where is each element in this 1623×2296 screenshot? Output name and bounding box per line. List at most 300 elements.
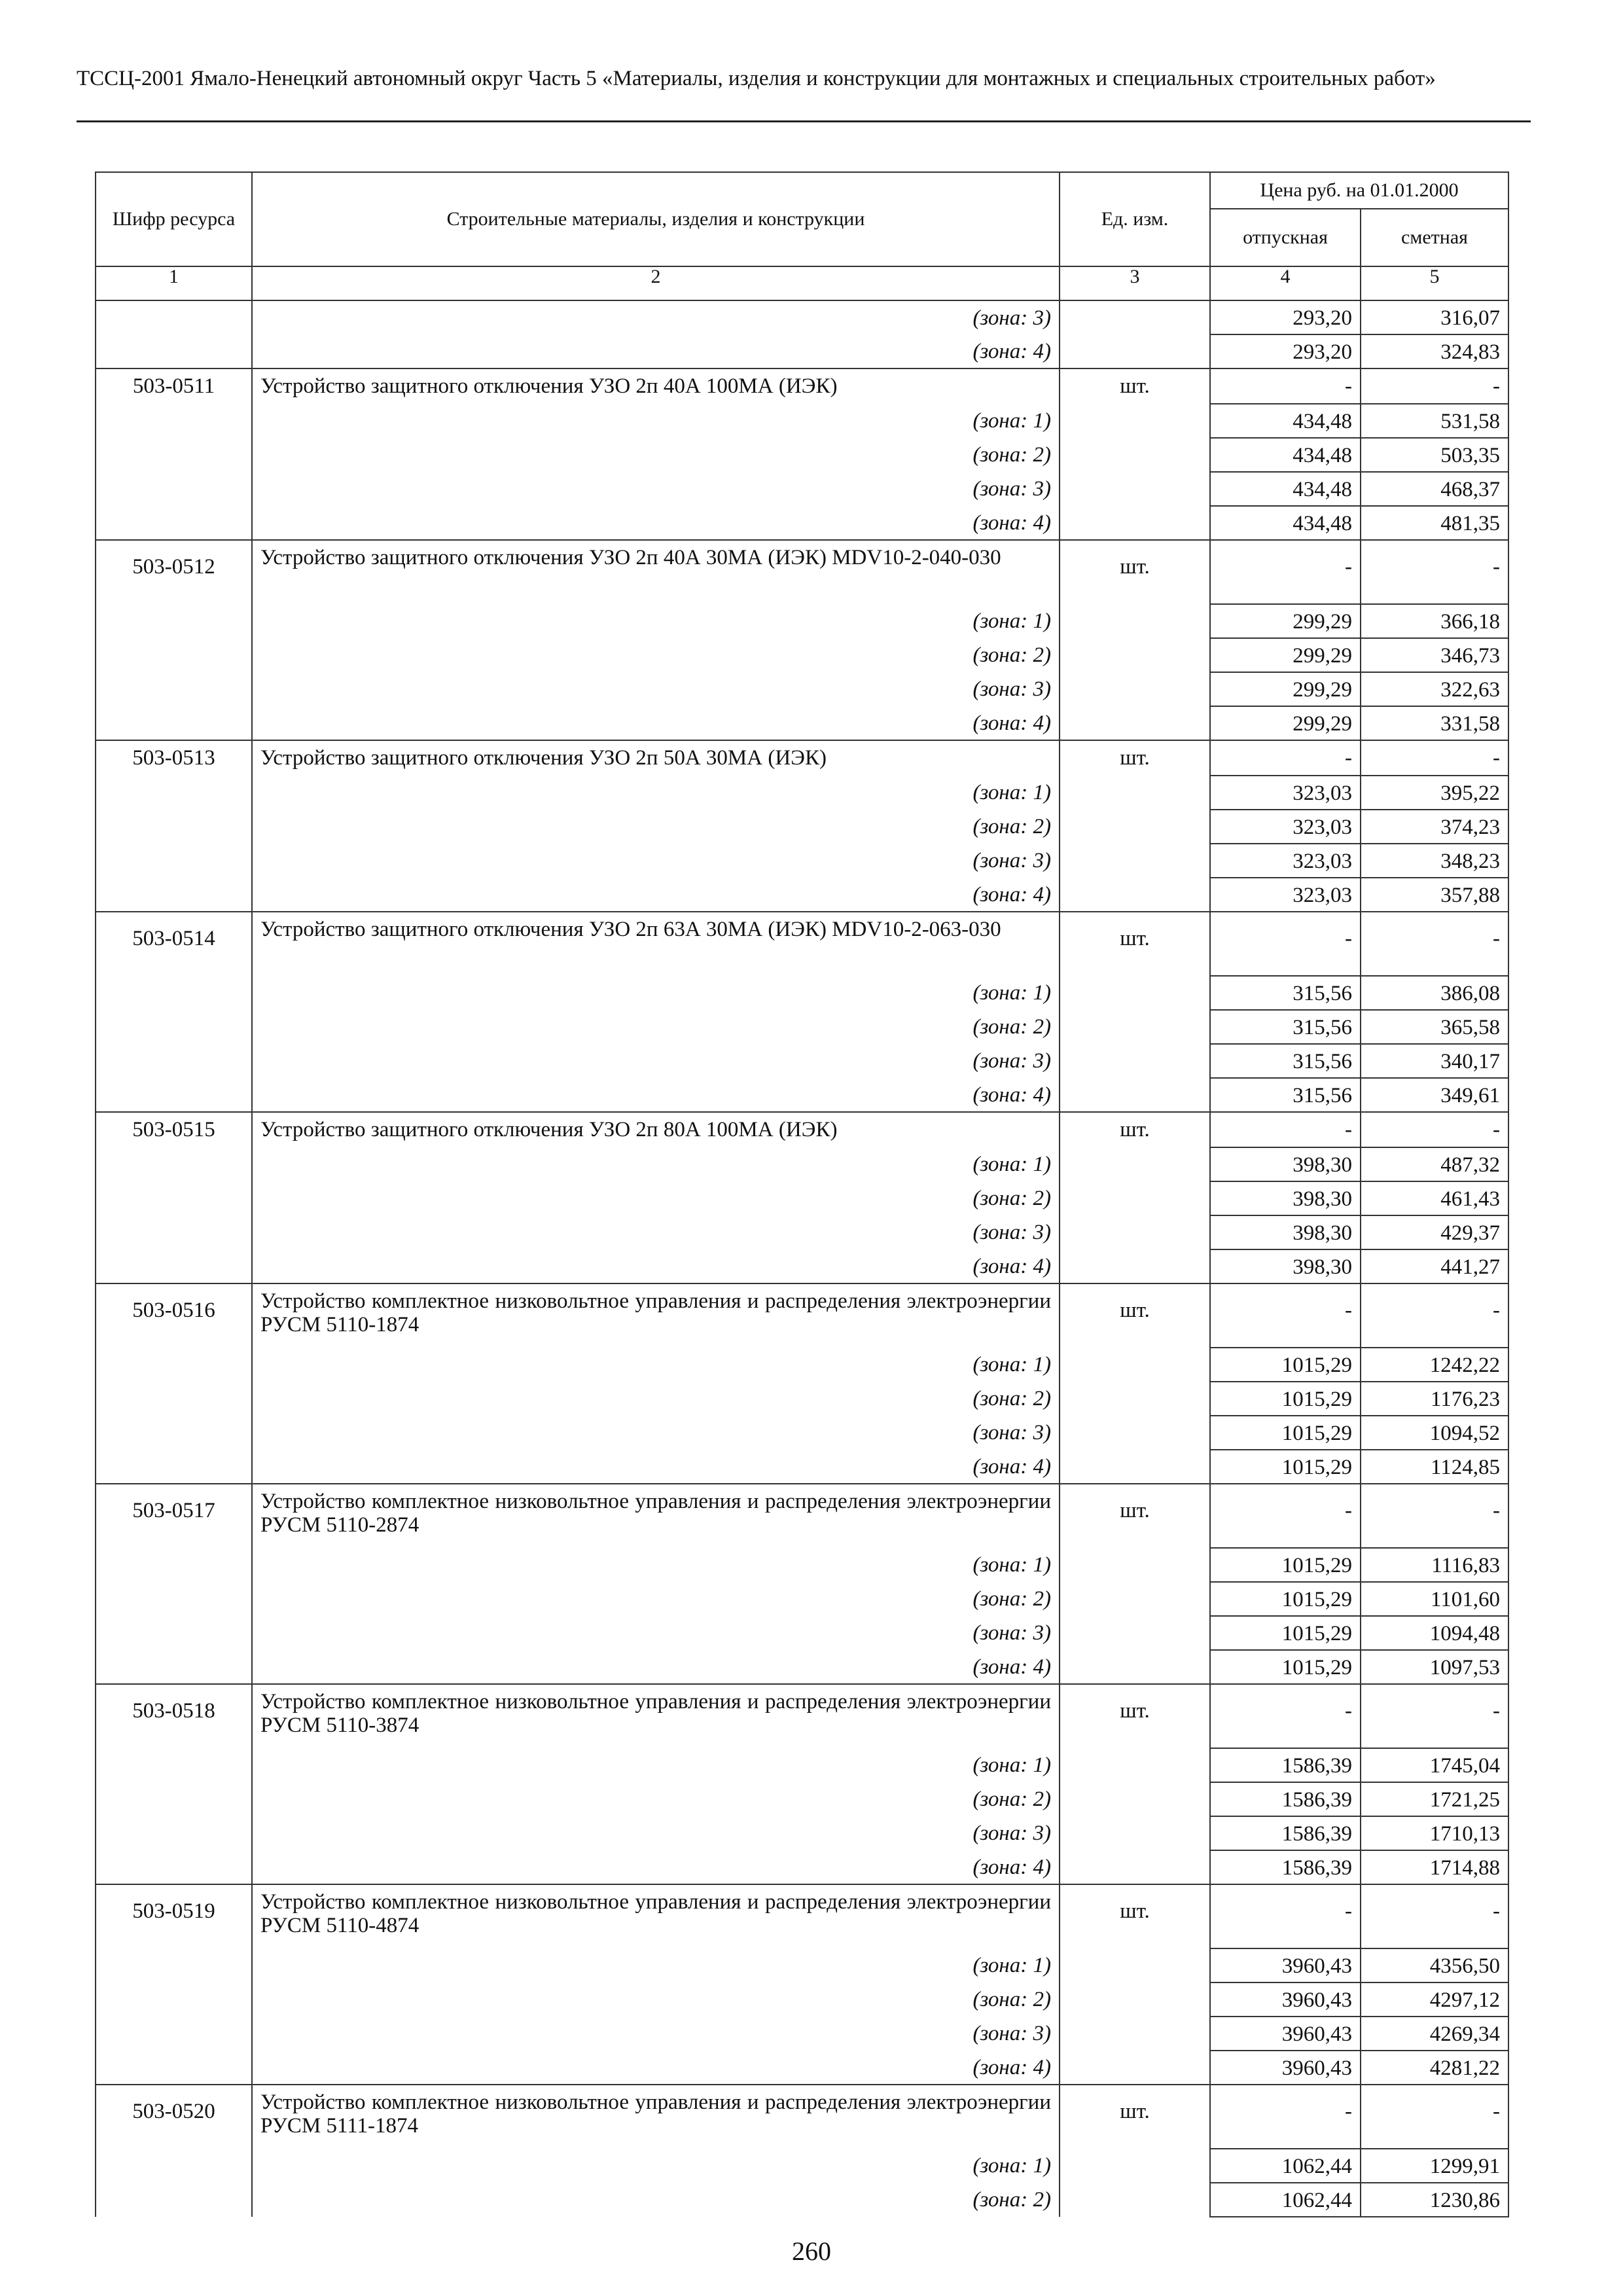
code-cell — [96, 638, 252, 672]
page-number: 260 — [792, 2236, 831, 2266]
release-price: - — [1210, 1283, 1361, 1348]
release-price: 293,20 — [1210, 334, 1361, 368]
zone-row — [96, 2051, 1508, 2085]
estimate-price: 316,07 — [1361, 300, 1508, 334]
code-cell — [96, 1582, 252, 1616]
zone-label: (зона: 2) — [252, 2183, 1060, 2217]
estimate-price: 4356,50 — [1361, 1948, 1508, 1982]
estimate-price: 468,37 — [1361, 472, 1508, 506]
code-cell — [96, 1348, 252, 1382]
estimate-price: 4269,34 — [1361, 2017, 1508, 2051]
resource-unit: шт. — [1060, 1684, 1210, 1748]
zone-label: (зона: 4) — [252, 1650, 1060, 1684]
code-cell — [96, 706, 252, 740]
unit-cell — [1060, 506, 1210, 540]
resource-unit: шт. — [1060, 1112, 1210, 1147]
unit-cell — [1060, 638, 1210, 672]
zone-row — [96, 1147, 1508, 1181]
resource-name: Устройство комплектное низковольтное управления и распределения электроэнергии РУСМ 5110-4874 — [252, 1884, 1060, 1948]
release-price: 398,30 — [1210, 1215, 1361, 1249]
estimate-price: 1710,13 — [1361, 1816, 1508, 1850]
zone-label: (зона: 1) — [252, 1748, 1060, 1782]
resource-row — [96, 2085, 1508, 2149]
unit-cell — [1060, 1181, 1210, 1215]
unit-cell — [1060, 1650, 1210, 1684]
release-price: 1586,39 — [1210, 1748, 1361, 1782]
zone-label: (зона: 3) — [252, 2017, 1060, 2051]
code-cell — [96, 1382, 252, 1416]
zone-row — [96, 976, 1508, 1010]
zone-label: (зона: 1) — [252, 404, 1060, 438]
code-cell — [96, 672, 252, 706]
zone-label: (зона: 4) — [252, 334, 1060, 368]
zone-label: (зона: 3) — [252, 1215, 1060, 1249]
release-price: 1586,39 — [1210, 1816, 1361, 1850]
release-price: 398,30 — [1210, 1249, 1361, 1283]
estimate-price: 1230,86 — [1361, 2183, 1508, 2217]
resource-unit: шт. — [1060, 2085, 1210, 2149]
resource-code: 503-0520 — [96, 2085, 252, 2149]
unit-cell — [1060, 1215, 1210, 1249]
estimate-price: - — [1361, 2085, 1508, 2149]
zone-row — [96, 1748, 1508, 1782]
unit-cell — [1060, 776, 1210, 810]
resource-code: 503-0518 — [96, 1684, 252, 1748]
resource-row — [96, 1283, 1508, 1348]
release-price: 1015,29 — [1210, 1650, 1361, 1684]
release-price: - — [1210, 912, 1361, 976]
code-cell — [96, 1816, 252, 1850]
resource-row — [96, 1484, 1508, 1548]
estimate-price: 349,61 — [1361, 1078, 1508, 1112]
zone-label: (зона: 2) — [252, 810, 1060, 844]
zone-row — [96, 1215, 1508, 1249]
estimate-price: 1242,22 — [1361, 1348, 1508, 1382]
release-price: - — [1210, 2085, 1361, 2149]
release-price: - — [1210, 1684, 1361, 1748]
unit-cell — [1060, 810, 1210, 844]
zone-row — [96, 1249, 1508, 1283]
code-cell — [96, 1416, 252, 1450]
zone-row — [96, 1582, 1508, 1616]
estimate-price: 531,58 — [1361, 404, 1508, 438]
estimate-price: 348,23 — [1361, 844, 1508, 878]
estimate-price: 366,18 — [1361, 604, 1508, 638]
code-cell — [96, 2183, 252, 2217]
code-cell — [96, 776, 252, 810]
zone-label: (зона: 1) — [252, 604, 1060, 638]
estimate-price: 429,37 — [1361, 1215, 1508, 1249]
zone-row — [96, 1782, 1508, 1816]
release-price: 3960,43 — [1210, 2051, 1361, 2085]
release-price: 323,03 — [1210, 844, 1361, 878]
zone-row — [96, 300, 1508, 334]
zone-row — [96, 706, 1508, 740]
estimate-price: 1176,23 — [1361, 1382, 1508, 1416]
release-price: - — [1210, 540, 1361, 604]
unit-cell — [1060, 2051, 1210, 2085]
zone-label: (зона: 1) — [252, 1147, 1060, 1181]
release-price: 315,56 — [1210, 1044, 1361, 1078]
release-price: 398,30 — [1210, 1181, 1361, 1215]
code-cell — [96, 300, 252, 334]
zone-row — [96, 2017, 1508, 2051]
resource-code: 503-0515 — [96, 1112, 252, 1147]
code-cell — [96, 1650, 252, 1684]
zone-label: (зона: 3) — [252, 1416, 1060, 1450]
zone-label: (зона: 4) — [252, 1450, 1060, 1484]
column-header-unit: Ед. изм. — [1060, 172, 1210, 266]
release-price: 434,48 — [1210, 472, 1361, 506]
code-cell — [96, 976, 252, 1010]
code-cell — [96, 1181, 252, 1215]
estimate-price: - — [1361, 1684, 1508, 1748]
zone-label: (зона: 3) — [252, 1816, 1060, 1850]
column-number: 5 — [1361, 266, 1508, 300]
zone-row — [96, 1010, 1508, 1044]
release-price: 293,20 — [1210, 300, 1361, 334]
resource-code: 503-0516 — [96, 1283, 252, 1348]
code-cell — [96, 1616, 252, 1650]
column-number: 2 — [252, 266, 1060, 300]
estimate-price: 1714,88 — [1361, 1850, 1508, 1884]
zone-label: (зона: 4) — [252, 1078, 1060, 1112]
unit-cell — [1060, 1147, 1210, 1181]
estimate-price: 1097,53 — [1361, 1650, 1508, 1684]
zone-label: (зона: 4) — [252, 506, 1060, 540]
estimate-price: 324,83 — [1361, 334, 1508, 368]
zone-label: (зона: 1) — [252, 776, 1060, 810]
estimate-price: 322,63 — [1361, 672, 1508, 706]
zone-label: (зона: 3) — [252, 672, 1060, 706]
release-price: 299,29 — [1210, 638, 1361, 672]
unit-cell — [1060, 672, 1210, 706]
zone-label: (зона: 4) — [252, 878, 1060, 912]
unit-cell — [1060, 1044, 1210, 1078]
unit-cell — [1060, 472, 1210, 506]
estimate-price: 1721,25 — [1361, 1782, 1508, 1816]
resource-code: 503-0511 — [96, 368, 252, 404]
estimate-price: - — [1361, 1884, 1508, 1948]
code-cell — [96, 1215, 252, 1249]
release-price: 315,56 — [1210, 976, 1361, 1010]
column-header-release-price: отпускная — [1210, 209, 1361, 266]
estimate-price: 374,23 — [1361, 810, 1508, 844]
code-cell — [96, 1948, 252, 1982]
zone-row — [96, 1416, 1508, 1450]
zone-row — [96, 438, 1508, 472]
release-price: 434,48 — [1210, 506, 1361, 540]
code-cell — [96, 1078, 252, 1112]
resource-unit: шт. — [1060, 912, 1210, 976]
estimate-price: 1745,04 — [1361, 1748, 1508, 1782]
zone-row — [96, 604, 1508, 638]
code-cell — [96, 506, 252, 540]
estimate-price: - — [1361, 740, 1508, 776]
zone-row — [96, 1650, 1508, 1684]
unit-cell — [1060, 2183, 1210, 2217]
zone-label: (зона: 1) — [252, 1948, 1060, 1982]
document-header: ТССЦ-2001 Ямало-Ненецкий автономный округ Часть 5 «Материалы, изделия и конструкции для монтажных и специальных строительных работ» — [77, 67, 1436, 90]
zone-label: (зона: 3) — [252, 472, 1060, 506]
unit-cell — [1060, 844, 1210, 878]
resource-row — [96, 1884, 1508, 1948]
estimate-price: 461,43 — [1361, 1181, 1508, 1215]
resource-name: Устройство защитного отключения УЗО 2п 50А 30МА (ИЭК) — [252, 740, 1060, 776]
column-header-name: Строительные материалы, изделия и конструкции — [252, 172, 1060, 266]
release-price: 299,29 — [1210, 672, 1361, 706]
resource-unit: шт. — [1060, 1884, 1210, 1948]
column-number: 1 — [96, 266, 252, 300]
unit-cell — [1060, 404, 1210, 438]
unit-cell — [1060, 2017, 1210, 2051]
zone-row — [96, 1078, 1508, 1112]
unit-cell — [1060, 1948, 1210, 1982]
unit-cell — [1060, 1382, 1210, 1416]
resource-name: Устройство защитного отключения УЗО 2п 63А 30МА (ИЭК) MDV10-2-063-030 — [252, 912, 1060, 976]
zone-label: (зона: 2) — [252, 1982, 1060, 2017]
code-cell — [96, 2051, 252, 2085]
column-header-estimate-price: сметная — [1361, 209, 1508, 266]
estimate-price: 4297,12 — [1361, 1982, 1508, 2017]
estimate-price: - — [1361, 368, 1508, 404]
zone-row — [96, 2183, 1508, 2217]
estimate-price: 386,08 — [1361, 976, 1508, 1010]
zone-row — [96, 878, 1508, 912]
unit-cell — [1060, 438, 1210, 472]
resource-row — [96, 912, 1508, 976]
zone-label: (зона: 3) — [252, 1616, 1060, 1650]
zone-row — [96, 1948, 1508, 1982]
release-price: 315,56 — [1210, 1078, 1361, 1112]
zone-row — [96, 1616, 1508, 1650]
resource-code: 503-0513 — [96, 740, 252, 776]
estimate-price: - — [1361, 1112, 1508, 1147]
code-cell — [96, 438, 252, 472]
estimate-price: 441,27 — [1361, 1249, 1508, 1283]
unit-cell — [1060, 1982, 1210, 2017]
zone-row — [96, 1548, 1508, 1582]
estimate-price: 340,17 — [1361, 1044, 1508, 1078]
unit-cell — [1060, 1548, 1210, 1582]
unit-cell — [1060, 878, 1210, 912]
unit-cell — [1060, 334, 1210, 368]
release-price: - — [1210, 1884, 1361, 1948]
estimate-price: 4281,22 — [1361, 2051, 1508, 2085]
release-price: 1015,29 — [1210, 1382, 1361, 1416]
code-cell — [96, 1748, 252, 1782]
unit-cell — [1060, 1416, 1210, 1450]
estimate-price: 1094,48 — [1361, 1616, 1508, 1650]
zone-row — [96, 1850, 1508, 1884]
zone-label: (зона: 3) — [252, 1044, 1060, 1078]
unit-cell — [1060, 1816, 1210, 1850]
estimate-price: - — [1361, 912, 1508, 976]
estimate-price: 1299,91 — [1361, 2149, 1508, 2183]
price-table-body — [96, 300, 1508, 2217]
code-cell — [96, 1982, 252, 2017]
resource-unit: шт. — [1060, 368, 1210, 404]
estimate-price: 503,35 — [1361, 438, 1508, 472]
release-price: 1015,29 — [1210, 1548, 1361, 1582]
unit-cell — [1060, 1078, 1210, 1112]
column-number: 3 — [1060, 266, 1210, 300]
zone-label: (зона: 3) — [252, 300, 1060, 334]
release-price: 1062,44 — [1210, 2183, 1361, 2217]
zone-row — [96, 334, 1508, 368]
code-cell — [96, 810, 252, 844]
zone-label: (зона: 2) — [252, 1181, 1060, 1215]
release-price: - — [1210, 1484, 1361, 1548]
resource-code: 503-0517 — [96, 1484, 252, 1548]
resource-row — [96, 1684, 1508, 1748]
column-header-price-group: Цена руб. на 01.01.2000 — [1210, 172, 1508, 209]
unit-cell — [1060, 1010, 1210, 1044]
unit-cell — [1060, 1748, 1210, 1782]
zone-label: (зона: 4) — [252, 706, 1060, 740]
zone-row — [96, 844, 1508, 878]
code-cell — [96, 1044, 252, 1078]
code-cell — [96, 472, 252, 506]
release-price: 323,03 — [1210, 810, 1361, 844]
unit-cell — [1060, 1249, 1210, 1283]
release-price: 299,29 — [1210, 604, 1361, 638]
code-cell — [96, 1548, 252, 1582]
zone-label: (зона: 1) — [252, 976, 1060, 1010]
unit-cell — [1060, 2149, 1210, 2183]
unit-cell — [1060, 604, 1210, 638]
column-header-code: Шифр ресурса — [96, 172, 252, 266]
resource-unit: шт. — [1060, 740, 1210, 776]
unit-cell — [1060, 1616, 1210, 1650]
zone-label: (зона: 1) — [252, 1548, 1060, 1582]
release-price: 1586,39 — [1210, 1850, 1361, 1884]
estimate-price: - — [1361, 1283, 1508, 1348]
zone-row — [96, 1382, 1508, 1416]
estimate-price: 346,73 — [1361, 638, 1508, 672]
zone-row — [96, 672, 1508, 706]
release-price: 299,29 — [1210, 706, 1361, 740]
zone-label: (зона: 2) — [252, 1382, 1060, 1416]
unit-cell — [1060, 1348, 1210, 1382]
estimate-price: 357,88 — [1361, 878, 1508, 912]
code-cell — [96, 878, 252, 912]
release-price: 315,56 — [1210, 1010, 1361, 1044]
zone-row — [96, 638, 1508, 672]
zone-row — [96, 776, 1508, 810]
release-price: - — [1210, 740, 1361, 776]
resource-row — [96, 1112, 1508, 1147]
resource-code: 503-0519 — [96, 1884, 252, 1948]
resource-code: 503-0512 — [96, 540, 252, 604]
zone-label: (зона: 4) — [252, 1850, 1060, 1884]
zone-label: (зона: 2) — [252, 1010, 1060, 1044]
estimate-price: 365,58 — [1361, 1010, 1508, 1044]
zone-row — [96, 1181, 1508, 1215]
zone-row — [96, 810, 1508, 844]
estimate-price: 1124,85 — [1361, 1450, 1508, 1484]
resource-row — [96, 540, 1508, 604]
zone-row — [96, 1982, 1508, 2017]
release-price: 1015,29 — [1210, 1582, 1361, 1616]
zone-label: (зона: 2) — [252, 1782, 1060, 1816]
release-price: 398,30 — [1210, 1147, 1361, 1181]
zone-row — [96, 1044, 1508, 1078]
resource-name: Устройство комплектное низковольтное управления и распределения электроэнергии РУСМ 5110-2874 — [252, 1484, 1060, 1548]
estimate-price: 395,22 — [1361, 776, 1508, 810]
resource-unit: шт. — [1060, 1484, 1210, 1548]
code-cell — [96, 1450, 252, 1484]
resource-name: Устройство комплектное низковольтное управления и распределения электроэнергии РУСМ 5110-1874 — [252, 1283, 1060, 1348]
estimate-price: - — [1361, 540, 1508, 604]
release-price: 3960,43 — [1210, 1982, 1361, 2017]
code-cell — [96, 2017, 252, 2051]
code-cell — [96, 604, 252, 638]
release-price: - — [1210, 1112, 1361, 1147]
estimate-price: 1116,83 — [1361, 1548, 1508, 1582]
zone-label: (зона: 2) — [252, 438, 1060, 472]
release-price: 3960,43 — [1210, 2017, 1361, 2051]
column-number: 4 — [1210, 266, 1361, 300]
resource-row — [96, 740, 1508, 776]
resource-name: Устройство защитного отключения УЗО 2п 40А 100МА (ИЭК) — [252, 368, 1060, 404]
code-cell — [96, 334, 252, 368]
code-cell — [96, 1249, 252, 1283]
unit-cell — [1060, 300, 1210, 334]
zone-label: (зона: 1) — [252, 1348, 1060, 1382]
release-price: 1015,29 — [1210, 1348, 1361, 1382]
zone-row — [96, 472, 1508, 506]
zone-row — [96, 404, 1508, 438]
zone-label: (зона: 2) — [252, 638, 1060, 672]
unit-cell — [1060, 706, 1210, 740]
estimate-price: 487,32 — [1361, 1147, 1508, 1181]
release-price: 1062,44 — [1210, 2149, 1361, 2183]
resource-row — [96, 368, 1508, 404]
estimate-price: 1094,52 — [1361, 1416, 1508, 1450]
zone-label: (зона: 4) — [252, 1249, 1060, 1283]
code-cell — [96, 1147, 252, 1181]
unit-cell — [1060, 1850, 1210, 1884]
release-price: - — [1210, 368, 1361, 404]
resource-name: Устройство защитного отключения УЗО 2п 40А 30МА (ИЭК) MDV10-2-040-030 — [252, 540, 1060, 604]
release-price: 1015,29 — [1210, 1450, 1361, 1484]
estimate-price: - — [1361, 1484, 1508, 1548]
release-price: 3960,43 — [1210, 1948, 1361, 1982]
unit-cell — [1060, 1450, 1210, 1484]
code-cell — [96, 1010, 252, 1044]
unit-cell — [1060, 1782, 1210, 1816]
release-price: 323,03 — [1210, 878, 1361, 912]
estimate-price: 1101,60 — [1361, 1582, 1508, 1616]
zone-label: (зона: 4) — [252, 2051, 1060, 2085]
resource-name: Устройство защитного отключения УЗО 2п 80А 100МА (ИЭК) — [252, 1112, 1060, 1147]
code-cell — [96, 2149, 252, 2183]
resource-code: 503-0514 — [96, 912, 252, 976]
resource-name: Устройство комплектное низковольтное управления и распределения электроэнергии РУСМ 5111-1874 — [252, 2085, 1060, 2149]
release-price: 1586,39 — [1210, 1782, 1361, 1816]
zone-row — [96, 506, 1508, 540]
release-price: 1015,29 — [1210, 1616, 1361, 1650]
estimate-price: 331,58 — [1361, 706, 1508, 740]
zone-label: (зона: 1) — [252, 2149, 1060, 2183]
zone-row — [96, 2149, 1508, 2183]
unit-cell — [1060, 1582, 1210, 1616]
zone-row — [96, 1348, 1508, 1382]
zone-row — [96, 1816, 1508, 1850]
release-price: 323,03 — [1210, 776, 1361, 810]
release-price: 1015,29 — [1210, 1416, 1361, 1450]
